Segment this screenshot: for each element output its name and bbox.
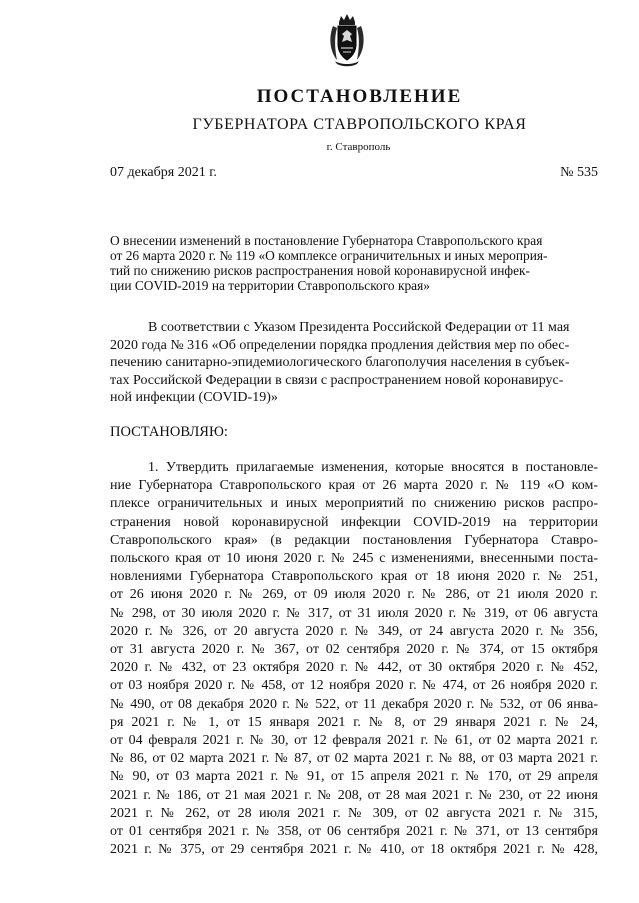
subject-line: О внесении изменений в постановление Губернатора Ставропольского края xyxy=(110,233,543,248)
issuer-title: ГУБЕРНАТОРА СТАВРОПОЛЬСКОГО КРАЯ xyxy=(192,116,527,133)
preamble-line: 2020 года № 316 «Об определении порядка продления действия мер по обес- xyxy=(110,337,570,353)
document-subject xyxy=(110,233,598,293)
body-line: плексе ограничительных и иных мероприятий по снижению рисков распро- xyxy=(110,496,598,512)
preamble-line: тах Российской Федерации в связи с распространением новой коронавирус- xyxy=(110,372,564,388)
document-number: № 535 xyxy=(560,165,598,180)
subject-line: тий по снижению рисков распространения новой коронавирусной инфек- xyxy=(110,263,530,278)
body-line: от 26 июня 2020 г. № 269, от 09 июля 2020 г. № 286, от 21 июля 2020 г. xyxy=(110,587,598,603)
document-date: 07 декабря 2021 г. xyxy=(110,165,217,180)
body-line: от 03 ноября 2020 г. № 458, от 12 ноября 2020 г. № 474, от 26 ноября 2020 г. xyxy=(110,678,598,694)
body-paragraph xyxy=(110,459,598,859)
body-line: № 86, от 02 марта 2021 г. № 87, от 02 марта 2021 г. № 88, от 03 марта 2021 г. xyxy=(110,751,598,767)
body-line: от 31 августа 2020 г. № 367, от 02 сентября 2020 г. № 374, от 15 октября xyxy=(110,642,598,658)
preamble-line: В соответствии с Указом Президента Российской Федерации от 11 мая xyxy=(148,320,570,335)
body-line: 2021 г. № 262, от 28 июля 2021 г. № 309, от 02 августа 2021 г. № 315, xyxy=(110,805,598,821)
body-line: № 90, от 03 марта 2021 г. № 91, от 15 апреля 2021 г. № 170, от 29 апреля xyxy=(110,769,598,785)
body-line: № 490, от 08 декабря 2020 г. № 522, от 11 декабря 2020 г. № 532, от 06 янва- xyxy=(110,696,598,712)
body-line: 2020 г. № 432, от 23 октября 2020 г. № 442, от 30 октября 2020 г. № 452, xyxy=(110,660,598,676)
body-line: от 01 сентября 2021 г. № 358, от 06 сентября 2021 г. № 371, от 13 сентября xyxy=(110,824,598,840)
body-line: польского края от 10 июня 2020 г. № 245 с изменениями, внесенными поста- xyxy=(110,551,598,567)
subject-line: от 26 марта 2020 г. № 119 «О комплексе ограничительных и иных мероприя- xyxy=(110,248,548,263)
body-line: № 298, от 30 июля 2020 г. № 317, от 31 июля 2020 г. № 319, от 06 августа xyxy=(110,605,598,621)
body-line: Ставропольского края» (в редакции постановления Губернатора Ставро- xyxy=(110,532,598,548)
preamble-line: печению санитарно-эпидемиологического благополучия населения в субъек- xyxy=(110,355,570,371)
body-line: ря 2021 г. № 1, от 15 января 2021 г. № 8, от 29 января 2021 г. № 24, xyxy=(110,714,598,730)
preamble-line: ной инфекции (COVID-19)» xyxy=(110,390,278,406)
resolve-heading: ПОСТАНОВЛЯЮ: xyxy=(110,424,228,440)
preamble-paragraph xyxy=(110,319,598,407)
body-line: 1. Утвердить прилагаемые изменения, которые вносятся в постановле- xyxy=(148,460,598,475)
body-line: 2020 г. № 326, от 20 августа 2020 г. № 349, от 24 августа 2020 г. № 356, xyxy=(110,623,598,639)
body-line: ние Губернатора Ставропольского края от 26 марта 2020 г. № 119 «О ком- xyxy=(110,478,598,494)
body-line: 2021 г. № 375, от 29 сентября 2021 г. № 410, от 18 октября 2021 г. № 428, xyxy=(110,842,598,858)
body-line: странения новой коронавирусной инфекции COVID-2019 на территории xyxy=(110,514,598,530)
coat-of-arms-emblem xyxy=(327,12,367,68)
body-line: новлениями Губернатора Ставропольского края от 18 июня 2020 г. № 251, xyxy=(110,569,598,585)
document-type-title: ПОСТАНОВЛЕНИЕ xyxy=(256,86,463,107)
subject-line: ции COVID-2019 на территории Ставропольского края» xyxy=(110,278,430,293)
body-line: от 04 февраля 2021 г. № 30, от 12 февраля 2021 г. № 61, от 02 марта 2021 г. xyxy=(110,733,598,749)
body-line: 2021 г. № 186, от 21 мая 2021 г. № 208, от 28 мая 2021 г. № 230, от 22 июня xyxy=(110,787,598,803)
city-label: г. Ставрополь xyxy=(326,141,391,153)
